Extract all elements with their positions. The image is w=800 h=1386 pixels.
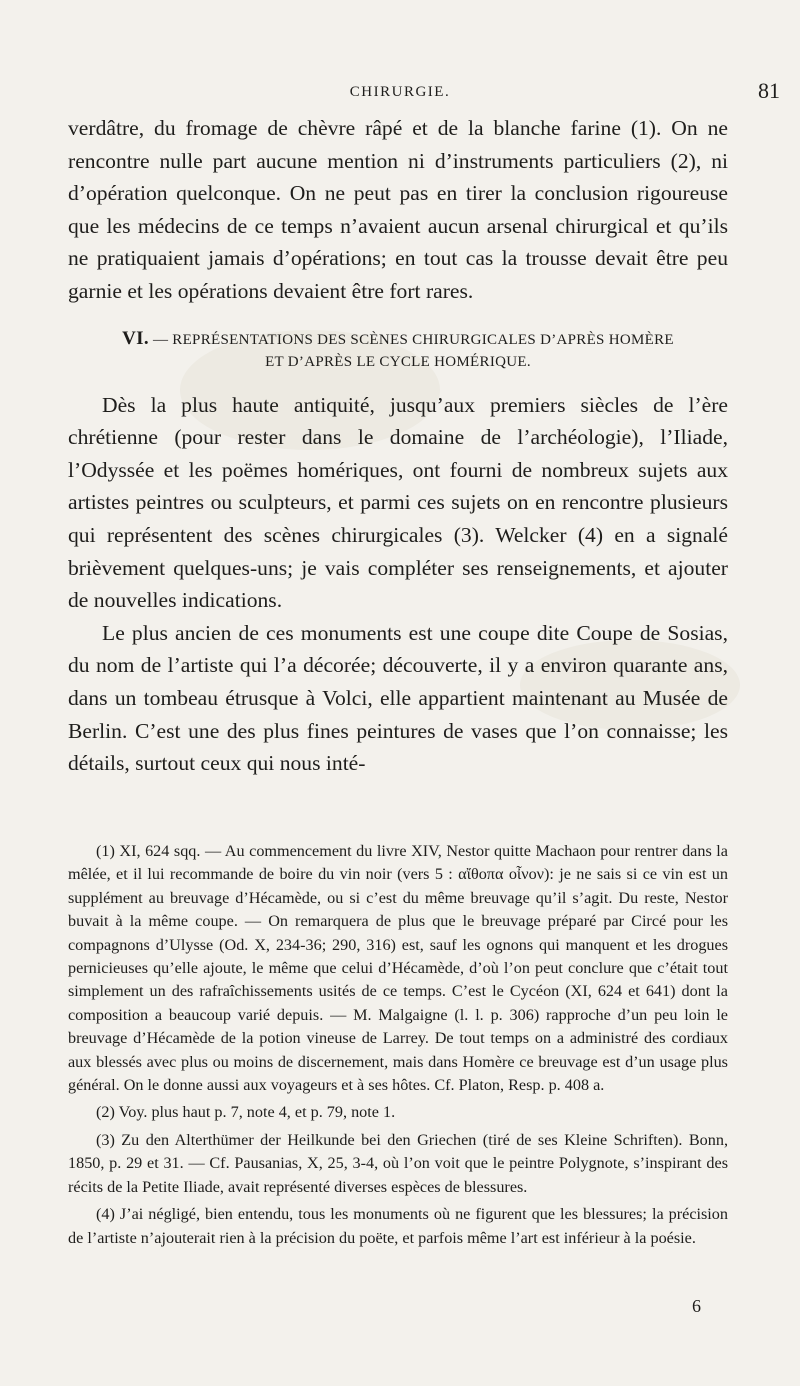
footnote-3: (3) Zu den Alterthümer der Heilkunde bei den Griechen (tiré de ses Kleine Schriften). Bonn, 1850, p. 29 et 31. — Cf. Pausanias, X, 25, 3-4, où l’on voit que le peintre Polygnote, s’inspirant des récits de la Petite Iliade, avait représenté diverses espèces de blessures. bbox=[68, 1130, 728, 1196]
section-title-line2: ET D’APRÈS LE CYCLE HOMÉRIQUE. bbox=[265, 353, 531, 370]
footnote-1: (1) XI, 624 sqq. — Au commencement du livre XIV, Nestor quitte Machaon pour rentrer dans la mêlée, et il lui recommande de boire du vin noir (vers 5 : αἴθοπα οἶνον): je ne sais si ce vin est un supplément au breuvage d’Hécamède, ou si c’est du même breuvage qu’il s’agit. Du reste, Nestor buvait à la même coupe. — On remarquera de plus que le breuvage préparé par Circé pour les compagnons d’Ulysse (Od. X, 234-36; 290, 316) est, sauf les ognons qui manquent et les drogues pernicieuses qu’elle ajoute, le même que celui d’Hécamède, d’où l’on peut conclure que c’était tout simplement un des rafraîchissements usités de ce temps. C’est le Cycéon (XI, 624 et 641) dont la composition a beaucoup varié depuis. — M. Malgaigne (l. l. p. 306) rapproche d’un peu loin le breuvage d’Hécamède de la potion vineuse de Larrey. De tout temps on a administré des cordiaux aux blessés avec plus ou moins de discernement, mais dans Homère ce breuvage est d’un usage plus général. On le donne aussi aux voyageurs et à ses hôtes. Cf. Platon, Resp. p. 408 a. bbox=[68, 842, 728, 1095]
section-heading bbox=[68, 328, 728, 373]
signature-mark: 6 bbox=[692, 1296, 701, 1316]
section-number: VI. bbox=[122, 327, 149, 349]
footnote-2: (2) Voy. plus haut p. 7, note 4, et p. 79, note 1. bbox=[96, 1103, 396, 1122]
footnotes bbox=[68, 840, 728, 1250]
running-head: CHIRURGIE. bbox=[349, 84, 451, 100]
main-text bbox=[68, 112, 728, 780]
footnote-4: (4) J’ai négligé, bien entendu, tous les monuments où ne figurent que les blessures; la précision de l’artiste n’ajouterait rien à la précision du poëte, et parfois même l’art est inférieur à la poésie. bbox=[68, 1205, 728, 1247]
paragraph-continued: verdâtre, du fromage de chèvre râpé et de la blanche farine (1). On ne rencontre nulle part aucune mention ni d’instruments particuliers (2), ni d’opération quelconque. On ne peut pas en tirer la conclusion rigoureuse que les médecins de ce temps n’avaient aucun arsenal chirurgical et qu’ils ne pratiquaient jamais d’opérations; en tout cas la trousse devait être peu garnie et les opérations devaient être fort rares. bbox=[68, 116, 728, 303]
paragraph: Le plus ancien de ces monuments est une coupe dite Coupe de Sosias, du nom de l’artiste qui l’a décorée; découverte, il y a environ quarante ans, dans un tombeau étrusque à Volci, elle appartient maintenant au Musée de Berlin. C’est une des plus fines peintures de vases que l’on connaisse; les détails, surtout ceux qui nous inté- bbox=[68, 620, 728, 776]
section-title-line1: — REPRÉSENTATIONS DES SCÈNES CHIRURGICALES D’APRÈS HOMÈRE bbox=[152, 331, 674, 348]
paragraph: Dès la plus haute antiquité, jusqu’aux premiers siècles de l’ère chrétienne (pour rester dans le domaine de l’archéologie), l’Iliade, l’Odyssée et les poëmes homériques, ont fourni de nombreux sujets aux artistes peintres ou sculpteurs, et parmi ces sujets on en rencontre plusieurs qui représentent des scènes chirurgicales (3). Welcker (4) en a signalé brièvement quelques-uns; je vais compléter ses renseignements, et ajouter de nouvelles indications. bbox=[68, 392, 728, 613]
page-number: 81 bbox=[758, 78, 780, 103]
